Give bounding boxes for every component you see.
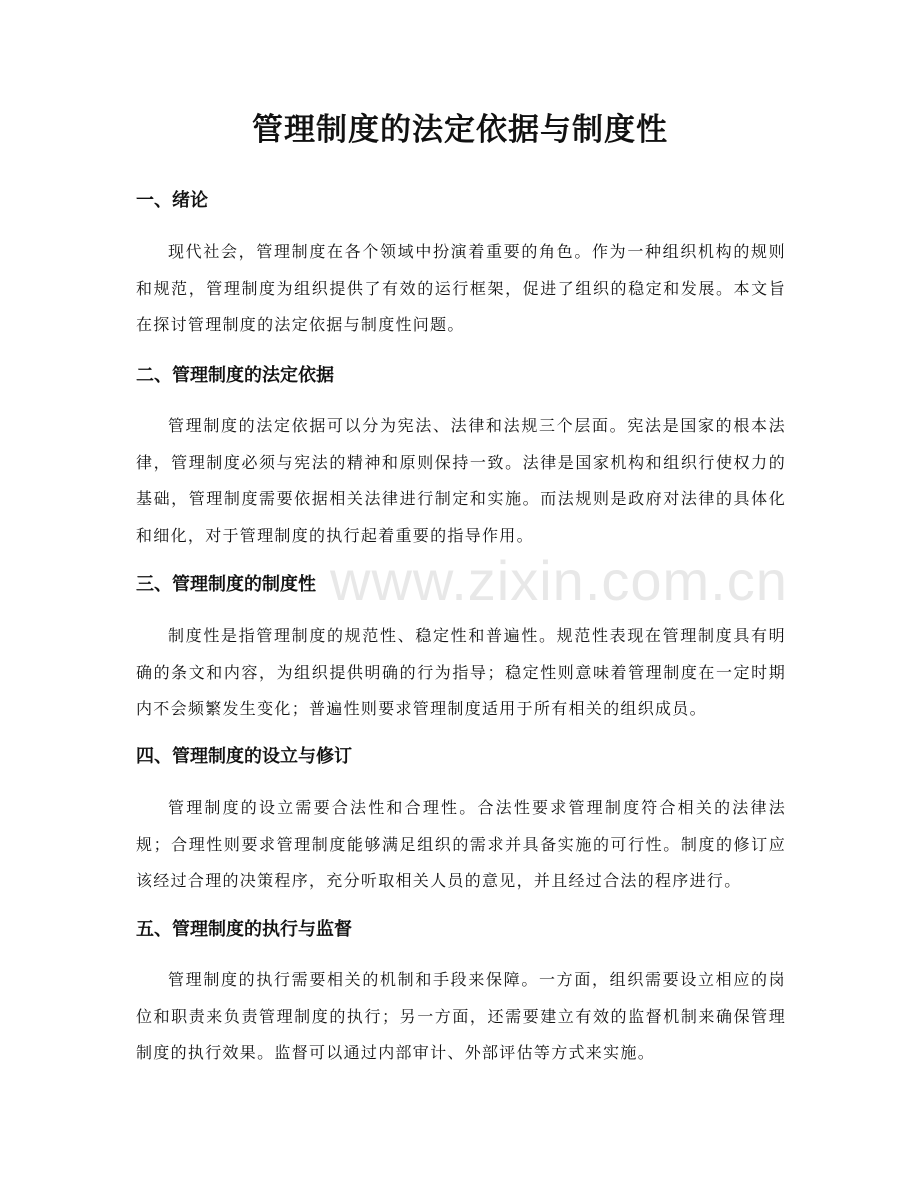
section-paragraph-2: 管理制度的法定依据可以分为宪法、法律和法规三个层面。宪法是国家的根本法律，管理制度必须与宪法的精神和原则保持一致。法律是国家机构和组织行使权力的基础，管理制度需要依据相关法律进行制定和实施。而法规则是政府对法律的具体化和细化，对于管理制度的执行起着重要的指导作用。 [136, 416, 786, 545]
section-heading-4: 四、管理制度的设立与修订 [136, 746, 352, 767]
section-paragraph-5: 管理制度的执行需要相关的机制和手段来保障。一方面，组织需要设立相应的岗位和职责来负责管理制度的执行；另一方面，还需要建立有效的监督机制来确保管理制度的执行效果。监督可以通过内部审计、外部评估等方式来实施。 [136, 970, 786, 1062]
section-heading-5: 五、管理制度的执行与监督 [136, 919, 352, 940]
section-heading-1: 一、绪论 [136, 190, 208, 211]
section-heading-3: 三、管理制度的制度性 [136, 574, 316, 595]
section-paragraph-4: 管理制度的设立需要合法性和合理性。合法性要求管理制度符合相关的法律法规；合理性则要求管理制度能够满足组织的需求并具备实施的可行性。制度的修订应该经过合理的决策程序，充分听取相关人员的意见，并且经过合法的程序进行。 [136, 798, 786, 890]
section-paragraph-3: 制度性是指管理制度的规范性、稳定性和普遍性。规范性表现在管理制度具有明确的条文和内容，为组织提供明确的行为指导；稳定性则意味着管理制度在一定时期内不会频繁发生变化；普遍性则要求管理制度适用于所有相关的组织成员。 [136, 626, 786, 718]
document-title: 管理制度的法定依据与制度性 [252, 112, 668, 148]
section-paragraph-1: 现代社会，管理制度在各个领域中扮演着重要的角色。作为一种组织机构的规则和规范，管理制度为组织提供了有效的运行框架，促进了组织的稳定和发展。本文旨在探讨管理制度的法定依据与制度性问题。 [136, 242, 786, 334]
section-heading-2: 二、管理制度的法定依据 [136, 365, 334, 386]
watermark-text: www.zixin.com.cn [330, 549, 788, 612]
